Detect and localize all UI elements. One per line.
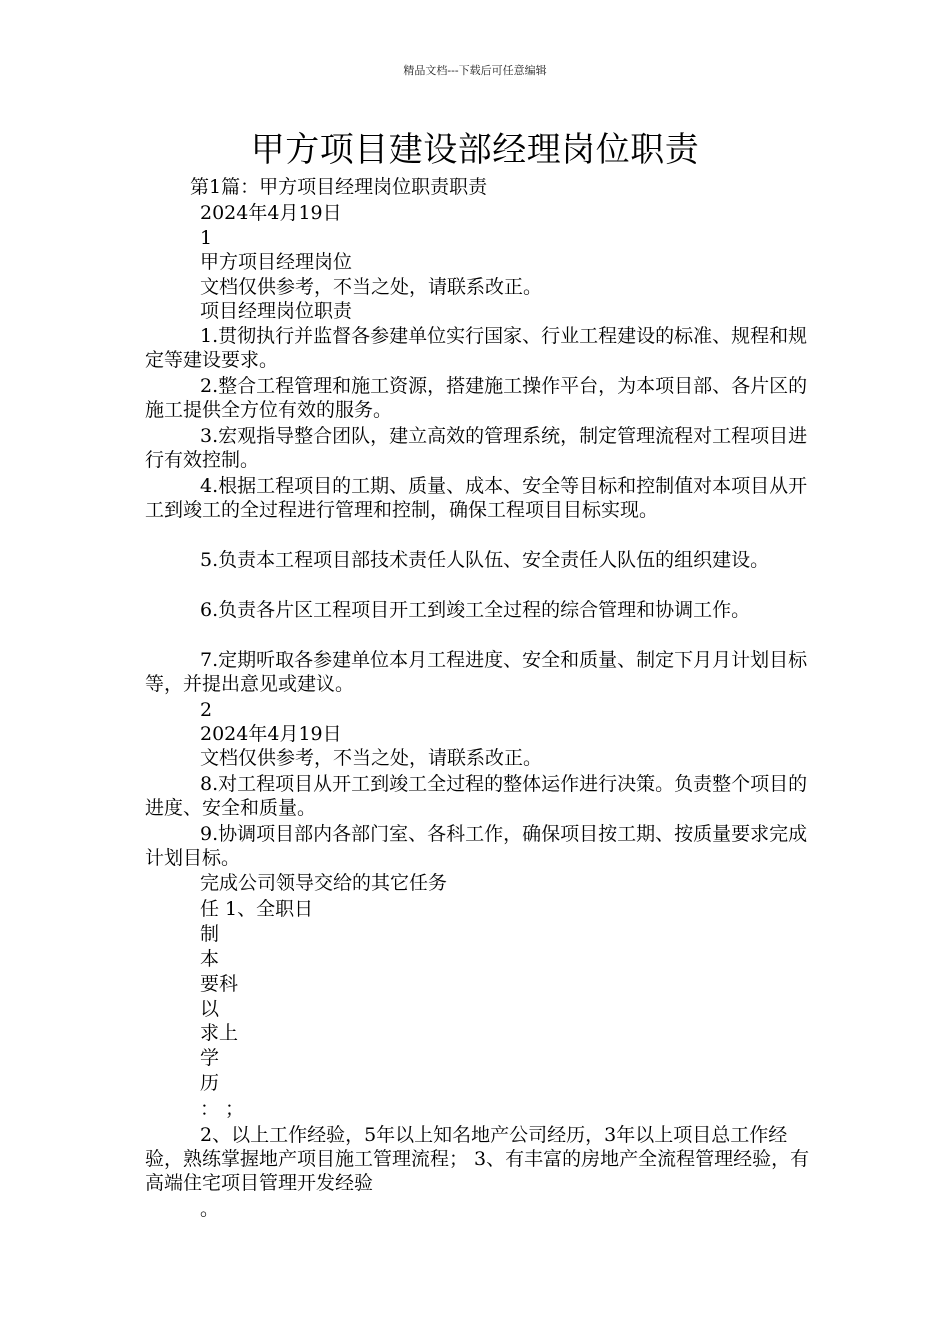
requirement-2: 2、以上工作经验，5年以上知名地产公司经历，3年以上项目总工作经验，熟练掌握地产项目施工管理流程； 3、有丰富的房地产全流程管理经验，有高端住宅项目管理开发经验	[145, 1124, 810, 1194]
document-title: 甲方项目建设部经理岗位职责	[250, 130, 700, 170]
duty-item-1: 1.贯彻执行并监督各参建单位实行国家、行业工程建设的标准、规程和规定等建设要求。	[145, 325, 808, 371]
page-number: 1	[200, 227, 213, 249]
requirement-fragment: 求上	[200, 1022, 239, 1044]
duty-item-5: 5.负责本工程项目部技术责任人队伍、安全责任人队伍的组织建设。	[200, 549, 770, 571]
disclaimer: 文档仅供参考，不当之处，请联系改正。	[200, 747, 543, 769]
other-tasks: 完成公司领导交给的其它任务	[200, 872, 448, 894]
duties-heading: 项目经理岗位职责	[200, 300, 353, 322]
requirement-fragment: 学	[200, 1047, 220, 1069]
duty-item-9: 9.协调项目部内各部门室、各科工作，确保项目按工期、按质量要求完成计划目标。	[145, 823, 808, 869]
requirement-fragment: ： ；	[200, 1098, 245, 1120]
requirement-fragment: 历	[200, 1072, 220, 1094]
requirement-fragment: 要科	[200, 973, 239, 995]
duty-item-3: 3.宏观指导整合团队，建立高效的管理系统，制定管理流程对工程项目进行有效控制。	[145, 425, 808, 471]
duty-item-7: 7.定期听取各参建单位本月工程进度、安全和质量、制定下月月计划目标等，并提出意见或建议。	[145, 649, 808, 695]
duty-item-2: 2.整合工程管理和施工资源，搭建施工操作平台，为本项目部、各片区的施工提供全方位有效的服务。	[145, 375, 808, 421]
requirement-fragment: 制	[200, 923, 220, 945]
duty-item-6: 6.负责各片区工程项目开工到竣工全过程的综合管理和协调工作。	[200, 599, 751, 621]
requirement-fragment: 以	[200, 998, 220, 1020]
position-name: 甲方项目经理岗位	[200, 251, 353, 273]
requirement-fragment: 任 1、全职日	[200, 898, 314, 920]
requirement-fragment: 本	[200, 948, 220, 970]
header-note: 精品文档---下载后可任意编辑	[403, 64, 547, 77]
date-line: 2024年4月19日	[200, 202, 342, 224]
duty-item-4: 4.根据工程项目的工期、质量、成本、安全等目标和控制值对本项目从开工到竣工的全过程进行管理和控制，确保工程项目目标实现。	[145, 475, 808, 521]
page-number: 2	[200, 699, 213, 721]
duty-item-8: 8.对工程项目从开工到竣工全过程的整体运作进行决策。负责整个项目的进度、安全和质量。	[145, 773, 808, 819]
section-heading: 第1篇：甲方项目经理岗位职责职责	[190, 176, 488, 198]
disclaimer: 文档仅供参考，不当之处，请联系改正。	[200, 276, 543, 298]
end-mark: 。	[200, 1198, 220, 1220]
date-line: 2024年4月19日	[200, 723, 342, 745]
